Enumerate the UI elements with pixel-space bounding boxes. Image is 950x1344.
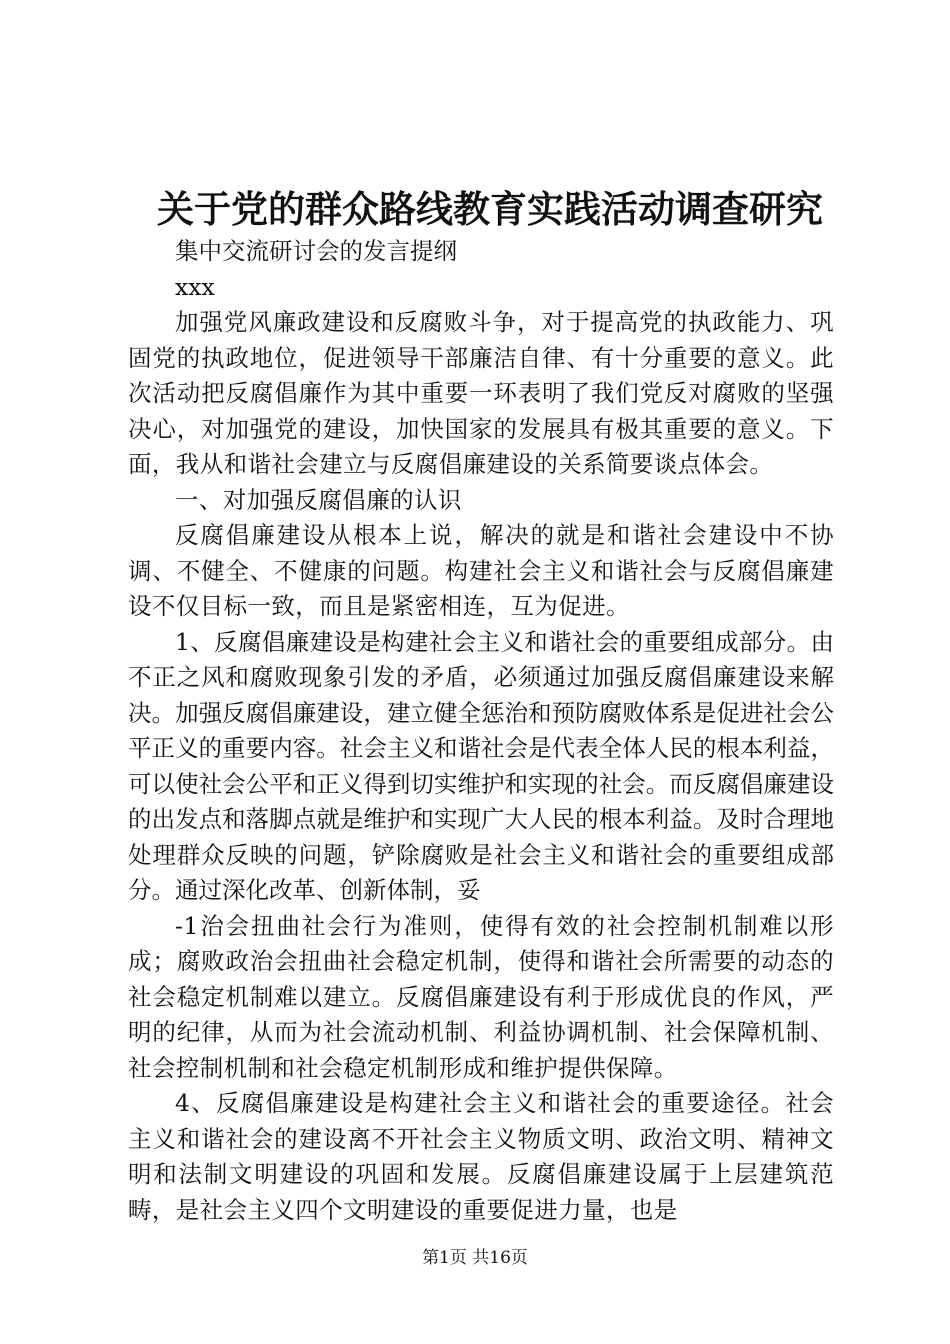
document-title: 关于党的群众路线教育实践活动调查研究 [157, 187, 823, 231]
page-number-footer: 第1页 共16页 [422, 1248, 528, 1268]
paragraph-point-4: 4、反腐倡廉建设是构建社会主义和谐社会的重要途径。社会主义和谐社会的建设离不开社会主义物质文明、政治文明、精神文明和法制文明建设的巩固和发展。反腐倡廉建设属于上层建筑范畴，是社会主义四个文明建设的重要促进力量，也是 [128, 1089, 834, 1224]
document-subtitle: 集中交流研讨会的发言提纲 [175, 237, 457, 265]
section-heading: 一、对加强反腐倡廉的认识 [175, 485, 462, 514]
paragraph-intro: 加强党风廉政建设和反腐败斗争，对于提高党的执政能力、巩固党的执政地位，促进领导干部廉洁自律、有十分重要的意义。此次活动把反腐倡廉作为其中重要一环表明了我们党反对腐败的坚强决心，对加强党的建设，加快国家的发展具有极其重要的意义。下面，我从和谐社会建立与反腐倡廉建设的关系简要谈点体会。 [128, 308, 834, 478]
paragraph-point-1: 1、反腐倡廉建设是构建社会主义和谐社会的重要组成部分。由不正之风和腐败现象引发的矛盾，必须通过加强反腐倡廉建设来解决。加强反腐倡廉建设，建立健全惩治和预防腐败体系是促进社会公平正义的重要内容。社会主义和谐社会是代表全体人民的根本利益，可以使社会公平和正义得到切实维护和实现的社会。而反腐倡廉建设的出发点和落脚点就是维护和实现广大人民的根本利益。及时合理地处理群众反映的问题，铲除腐败是社会主义和谐社会的重要组成部分。通过深化改革、创新体制，妥 [128, 627, 834, 904]
document-body [128, 186, 834, 1228]
paragraph-understanding: 反腐倡廉建设从根本上说，解决的就是和谐社会建设中不协调、不健全、不健康的问题。构建社会主义和谐社会与反腐倡廉建设不仅目标一致，而且是紧密相连，互为促进。 [128, 521, 834, 620]
document-author: xxx [175, 272, 215, 301]
paragraph-fragment: -1治会扭曲社会行为准则，使得有效的社会控制机制难以形成；腐败政治会扭曲社会稳定机制，使得和谐社会所需要的动态的社会稳定机制难以建立。反腐倡廉建设有利于形成优良的作风，严明的纪律，从而为社会流动机制、利益协调机制、社会保障机制、社会控制机制和社会稳定机制形成和维护提供保障。 [128, 911, 834, 1082]
